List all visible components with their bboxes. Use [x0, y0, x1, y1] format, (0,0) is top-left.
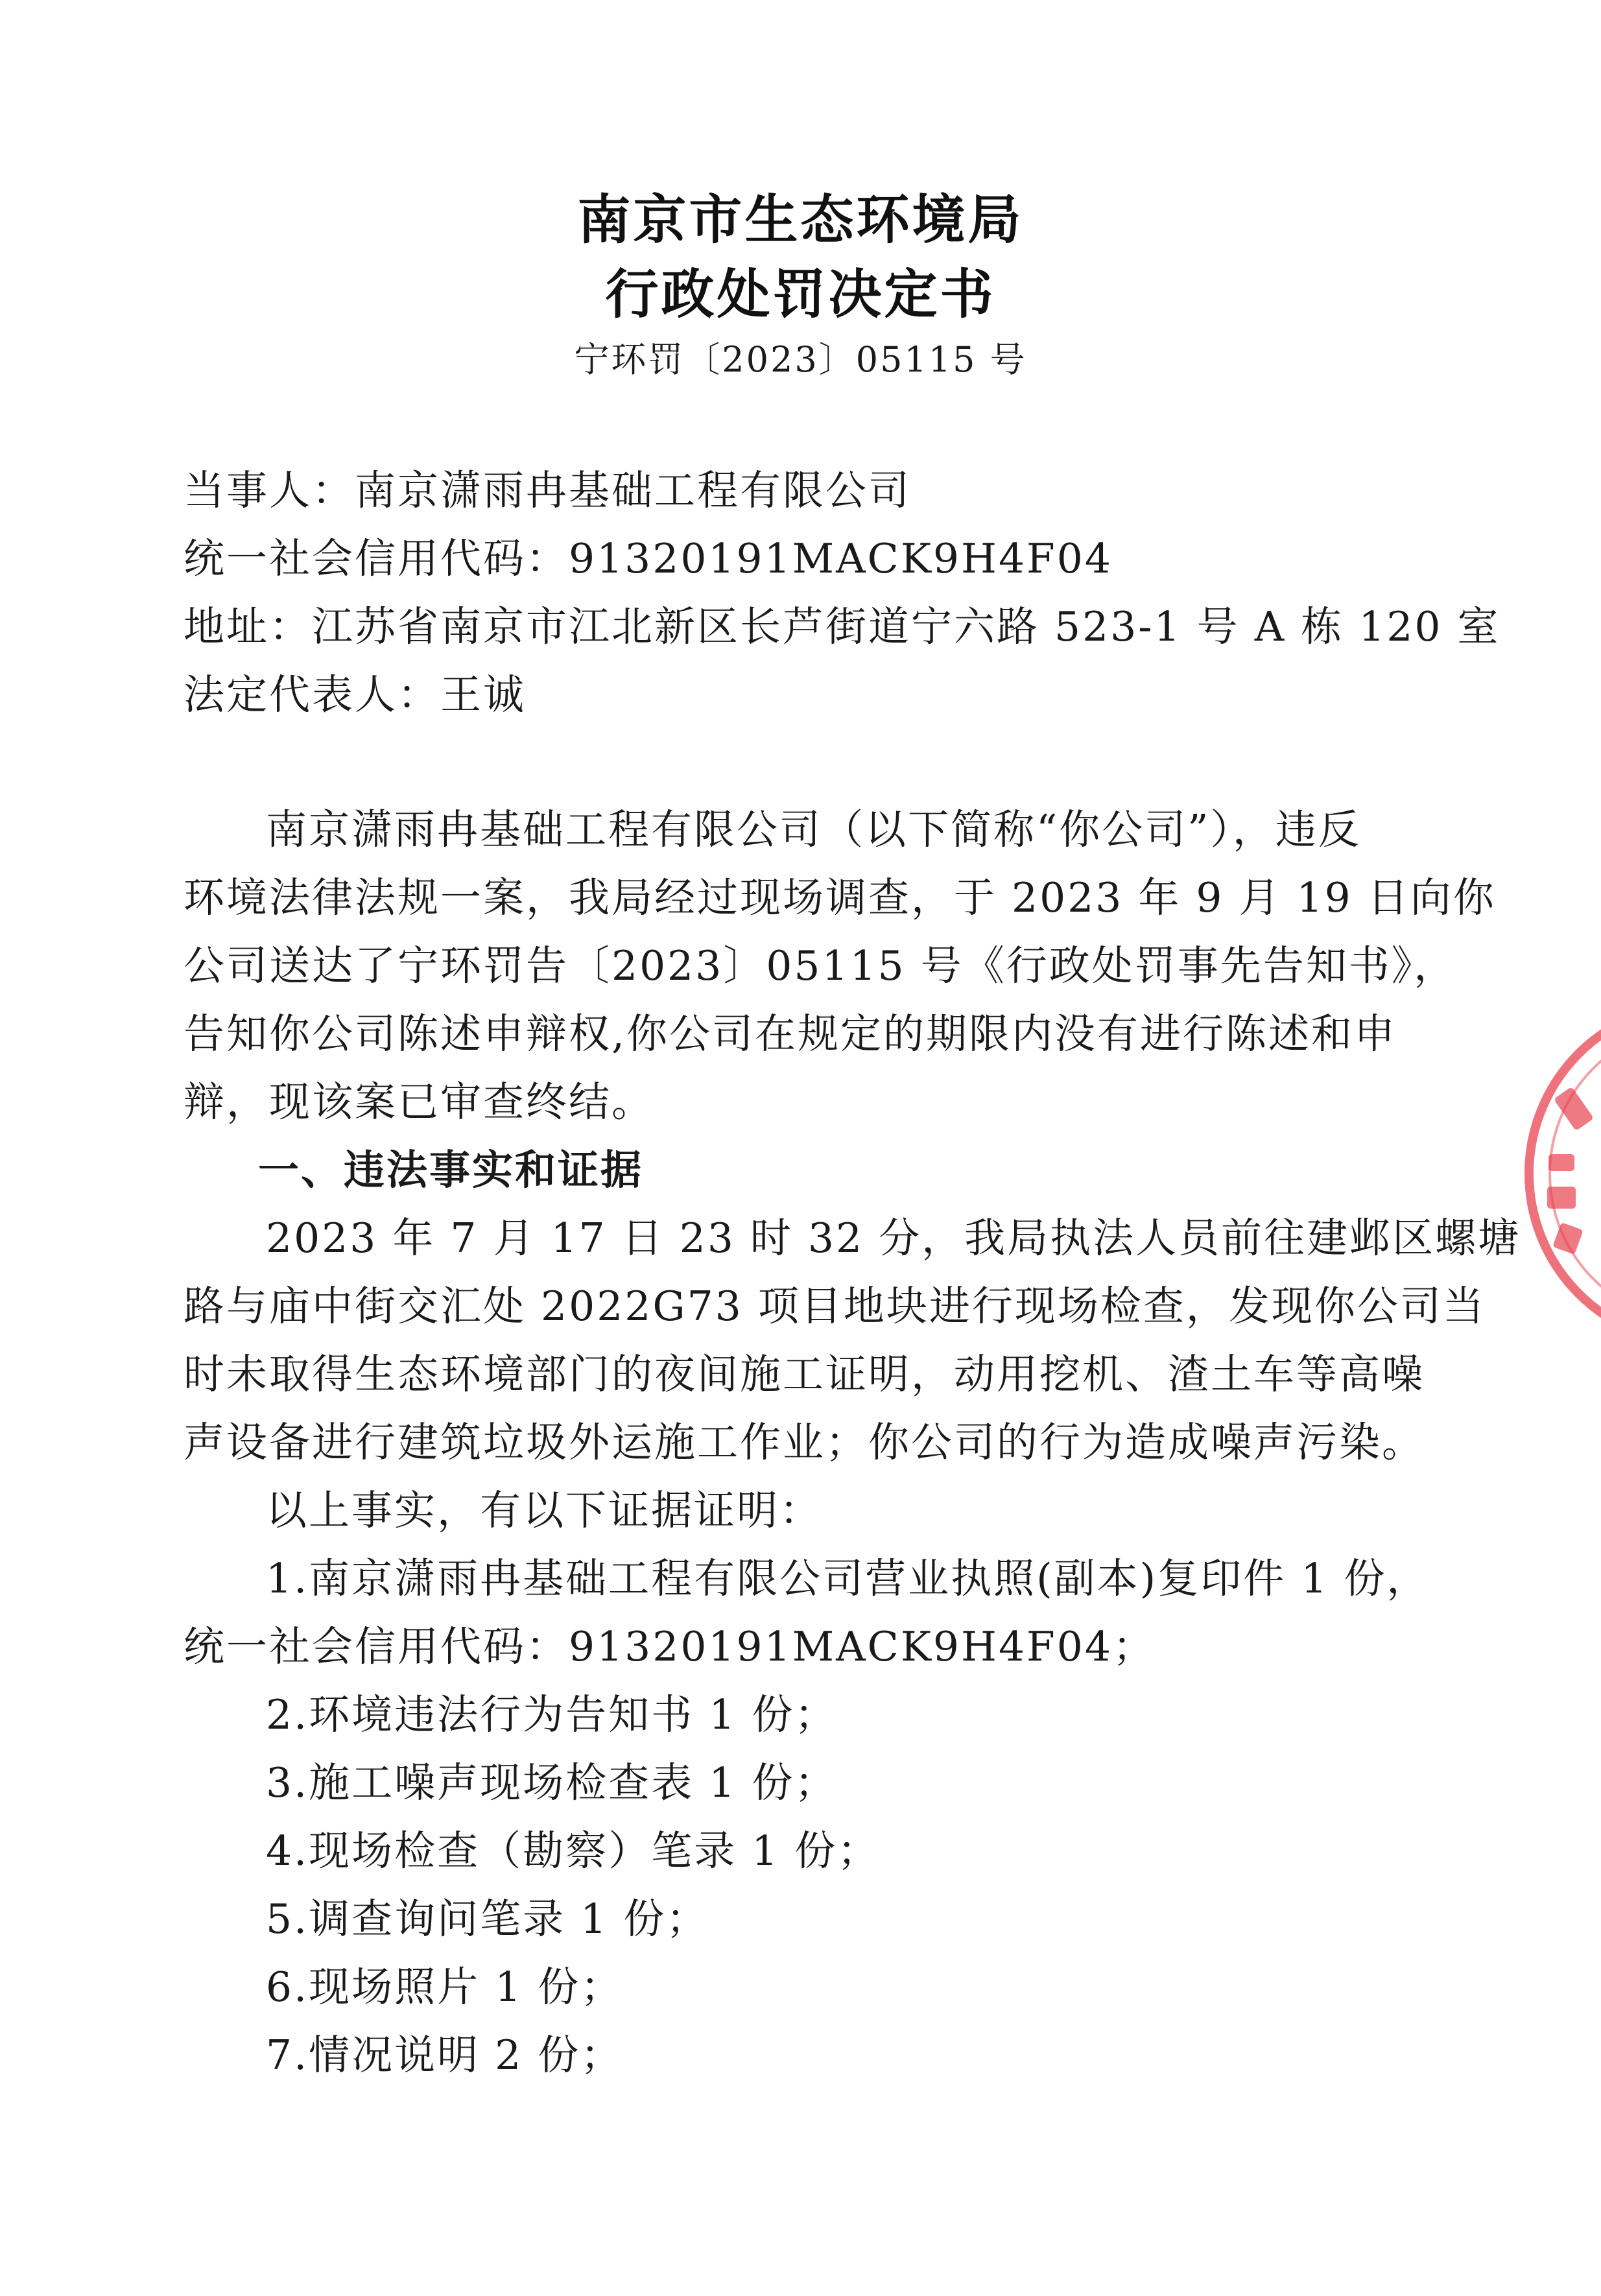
facts-line: 2023 年 7 月 17 日 23 时 32 分，我局执法人员前往建邺区螺塘: [266, 1214, 1521, 1262]
evidence-item: 2.环境违法行为告知书 1 份；: [266, 1691, 838, 1738]
intro-line: 辩，现该案已审查终结。: [184, 1078, 654, 1126]
org-title: 南京市生态环境局: [577, 189, 1024, 251]
doc-title: 行政处罚决定书: [605, 264, 996, 325]
party-credit-code: 统一社会信用代码：91320191MACK9H4F04: [184, 535, 1113, 582]
evidence-item: 7.情况说明 2 份；: [266, 2031, 624, 2079]
facts-line: 声设备进行建筑垃圾外运施工作业；你公司的行为造成噪声污染。: [184, 1419, 1425, 1466]
party-name: 当事人：南京潇雨冉基础工程有限公司: [184, 467, 911, 514]
evidence-intro: 以上事实，有以下证据证明：: [266, 1487, 822, 1534]
doc-number: 宁环罚〔2023〕05115 号: [574, 339, 1027, 380]
evidence-item: 3.施工噪声现场检查表 1 份；: [266, 1759, 838, 1806]
section-heading: 一、违法事实和证据: [258, 1146, 643, 1194]
party-legal-rep: 法定代表人：王诚: [184, 671, 526, 718]
party-address: 地址：江苏省南京市江北新区长芦街道宁六路 523-1 号 A 栋 120 室: [184, 603, 1500, 650]
intro-line: 南京潇雨冉基础工程有限公司（以下简称“你公司”），违反: [266, 806, 1361, 853]
intro-line: 公司送达了宁环罚告〔2023〕05115 号《行政处罚事先告知书》，: [184, 942, 1457, 989]
official-seal-icon: [1517, 992, 1601, 1355]
evidence-item: 1.南京潇雨冉基础工程有限公司营业执照(副本)复印件 1 份，: [266, 1555, 1430, 1602]
intro-line: 告知你公司陈述申辩权,你公司在规定的期限内没有进行陈述和申: [184, 1010, 1397, 1058]
facts-line: 时未取得生态环境部门的夜间施工证明，动用挖机、渣土车等高噪: [184, 1351, 1425, 1398]
evidence-item: 统一社会信用代码：91320191MACK9H4F04；: [184, 1623, 1156, 1670]
evidence-item: 4.现场检查（勘察）笔录 1 份；: [266, 1827, 881, 1875]
intro-line: 环境法律法规一案，我局经过现场调查，于 2023 年 9 月 19 日向你: [184, 874, 1496, 921]
evidence-item: 5.调查询问笔录 1 份；: [266, 1895, 709, 1943]
evidence-item: 6.现场照片 1 份；: [266, 1963, 624, 2011]
facts-line: 路与庙中街交汇处 2022G73 项目地块进行现场检查，发现你公司当: [184, 1283, 1486, 1330]
